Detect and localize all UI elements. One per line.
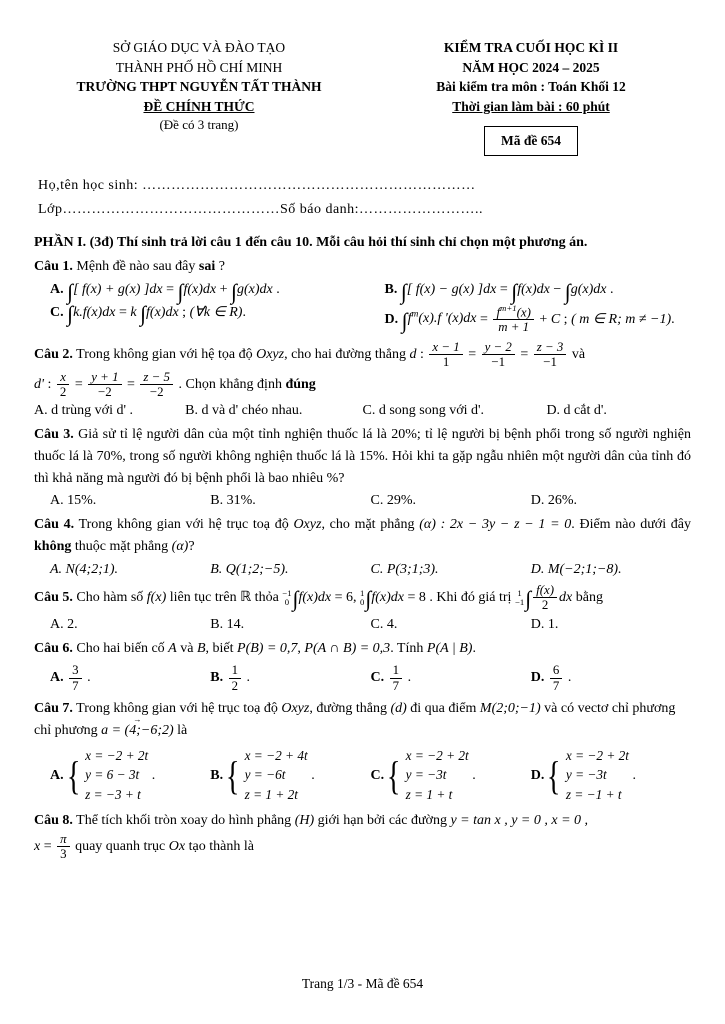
option-3B[interactable]: B. 31%. <box>210 493 256 509</box>
question-6: Câu 6. Cho hai biến cố A và B, biết P(B) = 0,7, P(A ∩ B) = 0,3. Tính P(A | B). <box>34 640 476 656</box>
option-7B-line2: y = −6t <box>244 767 286 783</box>
question-7-text-b: , đường thẳng <box>309 701 391 717</box>
option-7D-line3: z = −1 + t <box>565 787 622 803</box>
option-3D[interactable]: D. 26%. <box>530 493 578 509</box>
header-right <box>371 38 691 156</box>
question-8-text-d: tạo thành là <box>185 839 254 855</box>
question-4-plane: (α) : 2x − 3y − z − 1 = 0 <box>419 517 572 533</box>
option-1C[interactable]: C. ∫k.f(x)dx = k ∫f(x)dx ; (∀k ∈ R). <box>50 302 246 327</box>
question-7-options <box>34 746 691 806</box>
question-5-text-b: liên tục trên ℝ thỏa <box>166 589 283 605</box>
question-6-options <box>34 663 691 693</box>
question-5: Câu 5. Cho hàm số f(x) liên tục trên ℝ thỏa −1 0 ∫f(x)dx = 6, 1 0 ∫f(x)dx = 8 . Khi đó giá trị 1 −1 ∫ $\frac{f(x)}{2}$ dx bằng <box>34 582 603 613</box>
option-7C[interactable]: C.{ x = −2 + 2t y = −3t z = 1 + t . <box>371 746 531 806</box>
question-2-label: Câu 2. <box>34 346 73 362</box>
option-2C[interactable]: C. d song song với d'. <box>362 403 485 419</box>
question-4-text-c: . Điểm nào dưới đây <box>571 517 692 533</box>
official-label: ĐỀ CHÍNH THỨC <box>143 98 255 114</box>
question-8: Câu 8. Thể tích khối tròn xoay do hình phẳng (H) giới hạn bởi các đường y = tan x , y = 0 , x = 0 , x = $\frac{\pi}{3}$ quay quanh trục Ox tạo thành là <box>34 813 589 862</box>
question-3-text: Giả sử tỉ lệ người dân của một tỉnh nghiện thuốc lá là 20%; tỉ lệ người bị bệnh phổi trong số người nghiện thuốc lá là 70%, trong số người không nghiện thuốc lá là 15%. Hỏi khi ta gặp ngẫu nhiên một người dân của tỉnh đó thì khả năng mà người đó bị bệnh phổi là bao nhiêu %? <box>34 427 692 486</box>
option-6D[interactable]: D. $\frac{6}{7}$ . <box>530 663 572 693</box>
question-4-text-e: ? <box>188 539 195 555</box>
question-7-point: M(2;0;−1) <box>479 701 541 717</box>
part1-title: PHẦN I. (3đ) Thí sinh trả lời câu 1 đến câu 10. Mỗi câu hỏi thí sinh chỉ chọn một phương án. <box>34 235 588 251</box>
option-7C-line2: y = −3t <box>405 767 447 783</box>
option-3C[interactable]: C. 29%. <box>370 493 416 509</box>
question-1-options-row1 <box>34 279 691 304</box>
question-6-text-e: . <box>472 640 476 656</box>
question-2-text-c: và <box>571 346 586 362</box>
question-4-options <box>34 562 691 578</box>
header-left <box>34 38 364 135</box>
option-7D-line1: x = −2 + 2t <box>565 747 629 763</box>
question-4-khong: không <box>34 539 72 555</box>
question-6-pab2: P(A | B) <box>426 640 473 656</box>
option-7A-line1: x = −2 + 2t <box>85 747 149 763</box>
option-6A[interactable]: A. $\frac{3}{7}$ . <box>50 663 91 693</box>
question-6-text-d: . Tính <box>390 640 427 656</box>
option-5A[interactable]: A. 2. <box>50 616 78 632</box>
option-7A-line2: y = 6 − 3t <box>85 767 140 783</box>
question-7-text-c: đi qua điểm <box>406 701 480 717</box>
option-4C[interactable]: C. P(3;1;3). <box>370 561 439 577</box>
option-4D[interactable]: D. M(−2;1;−8). <box>530 561 622 577</box>
option-6C[interactable]: C. $\frac{1}{7}$ . <box>370 663 412 693</box>
question-4-text-a: Trong không gian với hệ trục toạ độ <box>78 517 294 533</box>
pages-note: (Đề có 3 trang) <box>159 117 239 133</box>
option-7B[interactable]: B.{ x = −2 + 4t y = −6t z = 1 + 2t . <box>210 746 370 806</box>
question-7-text-d: và có vectơ chỉ phương <box>540 701 676 717</box>
option-5B[interactable]: B. 14. <box>210 616 245 632</box>
exam-title: KIỂM TRA CUỐI HỌC KÌ II <box>443 40 619 55</box>
option-4A[interactable]: A. N(4;2;1). <box>50 561 119 577</box>
option-7D[interactable]: D.{ x = −2 + 2t y = −3t z = −1 + t . <box>531 746 691 806</box>
question-7: Câu 7. Trong không gian với hệ trục toạ độ Oxyz, đường thẳng (d) đi qua điểm M(2;0;−1) và có vectơ chỉ phương chỉ phương a = (4;−6;2) → là <box>34 698 691 741</box>
question-6-pb: P(B) = 0,7 <box>237 640 298 656</box>
question-7-vector: a = (4;−6;2) → <box>101 720 174 742</box>
question-7-text-a: Trong không gian với hệ trục toạ độ <box>76 701 282 717</box>
option-1A[interactable]: A. ∫[ f(x) + g(x) ]dx = ∫f(x)dx + ∫g(x)dx . <box>50 279 280 304</box>
question-2: Câu 2. Trong không gian với hệ tọa độ Oxyz, cho hai đường thẳng d : $\frac{x - 1}{1}$ = $\frac{y - 2}{-1}$ = $\frac{z - 3}{-1}$ và d' : $\frac{x}{2}$ = $\frac{y + 1}{-2}$ = $\frac{z - 5}{-2}$ . Chọn khẳng định đúng <box>34 339 586 400</box>
question-6-pab: P(A ∩ B) = 0,3 <box>304 640 391 656</box>
question-5-text-c: . Khi đó giá trị <box>429 589 515 605</box>
option-7A-line3: z = −3 + t <box>85 787 141 803</box>
exam-code-wrap <box>371 116 691 156</box>
question-8-curves: y = tan x , y = 0 , x = 0 , <box>450 813 589 829</box>
question-1-label: Câu 1. <box>34 259 73 275</box>
option-1D[interactable]: D. $\int f^m(x).f$ '(x)dx = $\frac{f^{m+1}(x)}{m + 1}$ + C ; ( m ∈ R; m ≠ −1). <box>384 302 675 335</box>
question-1: Câu 1. Mệnh đề nào sau đây sai ? <box>34 259 225 275</box>
option-7B-line1: x = −2 + 4t <box>244 747 308 763</box>
question-5-text-a: Cho hàm số <box>76 589 147 605</box>
option-4B[interactable]: B. Q(1;2;−5). <box>210 561 289 577</box>
question-3-options <box>34 493 691 509</box>
question-1-options-row2 <box>34 304 691 335</box>
department-line: SỞ GIÁO DỤC VÀ ĐÀO TẠO <box>112 40 286 55</box>
question-4-label: Câu 4. <box>34 517 75 533</box>
student-name-field[interactable]: Họ,tên học sinh: …………………………………………………………… <box>38 177 476 193</box>
question-8-H: (H) <box>294 813 315 829</box>
question-2-text-d: . Chọn khẳng định <box>178 376 286 392</box>
question-8-text-a: Thể tích khối tròn xoay do hình phẳng <box>76 813 295 829</box>
question-5-options <box>34 617 691 633</box>
question-7-text-e: là <box>173 722 188 738</box>
question-2-oxyz: Oxyz <box>256 346 285 362</box>
option-7D-line2: y = −3t <box>565 767 607 783</box>
question-8-label: Câu 8. <box>34 813 73 829</box>
question-3 <box>34 424 691 489</box>
question-5-fx: f(x) <box>146 589 167 605</box>
option-2B[interactable]: B. d và d' chéo nhau. <box>185 403 303 419</box>
question-4-oxyz: Oxyz <box>293 517 322 533</box>
option-7C-line3: z = 1 + t <box>405 787 453 803</box>
exam-code-box: Mã đề 654 <box>484 126 578 156</box>
question-7-label: Câu 7. <box>34 701 73 717</box>
question-2-options <box>34 403 691 419</box>
option-5C[interactable]: C. 4. <box>370 616 398 632</box>
question-5-text-d: bằng <box>575 589 603 605</box>
question-2-text-b: , cho hai đường thẳng <box>284 346 410 362</box>
question-2-text-a: Trong không gian với hệ tọa độ <box>76 346 257 362</box>
school-line: TRƯỜNG THPT NGUYỄN TẤT THÀNH <box>76 79 322 95</box>
question-6-text-c: , biết <box>205 640 238 656</box>
question-7-d: (d) <box>390 701 407 717</box>
student-class-field[interactable]: Lớp………………………………………Số báo danh:…………………….. <box>38 201 484 217</box>
question-4: Câu 4. Trong không gian với hệ trục toạ độ Oxyz, cho mặt phẳng (α) : 2x − 3y − z − 1 = 0. Điểm nào dưới đây không thuộc mặt phẳng (α)? <box>34 517 692 555</box>
question-8-ox: Ox <box>168 839 186 855</box>
question-8-text-b: giới hạn bởi các đường <box>314 813 451 829</box>
option-1B[interactable]: B. ∫[ f(x) − g(x) ]dx = ∫f(x)dx − ∫g(x)dx . <box>384 279 614 304</box>
option-7B-line3: z = 1 + 2t <box>244 787 298 803</box>
question-8-text-c: quay quanh trục <box>75 839 169 855</box>
option-7C-line1: x = −2 + 2t <box>405 747 469 763</box>
student-info <box>34 174 691 222</box>
question-4-text-b: , cho mặt phẳng <box>321 517 420 533</box>
question-4-text-d: thuộc mặt phẳng <box>71 539 172 555</box>
option-5D[interactable]: D. 1. <box>530 616 559 632</box>
option-3A[interactable]: A. 15%. <box>50 493 97 509</box>
question-6-text-b: và <box>176 640 197 656</box>
school-year: NĂM HỌC 2024 – 2025 <box>462 59 600 75</box>
question-3-label: Câu 3. <box>34 427 74 443</box>
subject-line: Bài kiểm tra môn : Toán Khối 12 <box>436 79 626 95</box>
option-2D[interactable]: D. d cắt d'. <box>546 403 607 419</box>
question-6-text-a: Cho hai biến cố <box>76 640 169 656</box>
question-6-label: Câu 6. <box>34 640 73 656</box>
question-2-dung: đúng <box>285 376 316 392</box>
option-7A[interactable]: A.{ x = −2 + 2t y = 6 − 3t z = −3 + t . <box>34 746 210 806</box>
question-7-oxyz: Oxyz <box>281 701 310 717</box>
option-6B[interactable]: B. $\frac{1}{2}$ . <box>210 663 251 693</box>
duration-line: Thời gian làm bài : 60 phút <box>452 98 610 114</box>
option-2A[interactable]: A. d trùng với d' . <box>34 403 133 419</box>
page-footer: Trang 1/3 - Mã đề 654 <box>301 976 424 991</box>
question-5-label: Câu 5. <box>34 589 73 605</box>
city-line: THÀNH PHỐ HỒ CHÍ MINH <box>115 59 283 75</box>
document-header <box>34 38 691 156</box>
